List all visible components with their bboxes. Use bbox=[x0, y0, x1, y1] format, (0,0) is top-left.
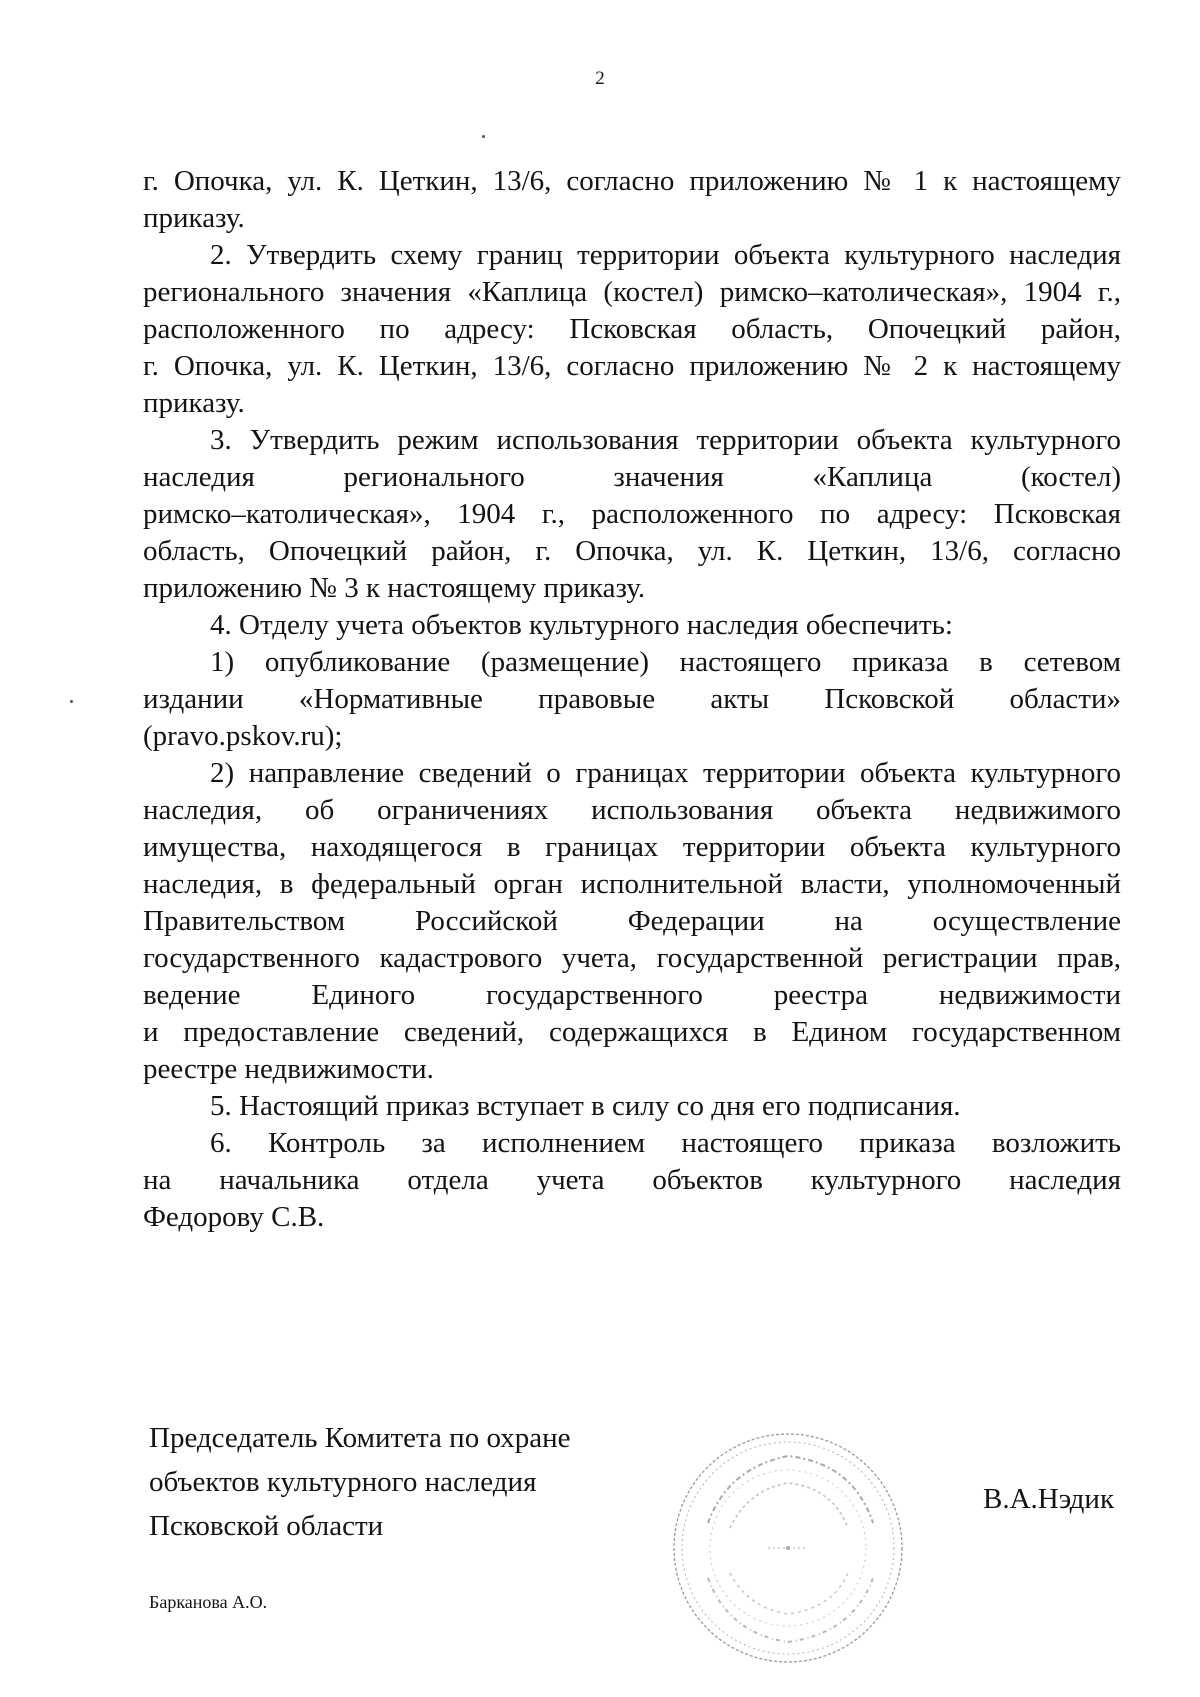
text-line: г. Опочка, ул. К. Цеткин, 13/6, согласно приложению № 1 к настоящему bbox=[143, 165, 1121, 197]
text-line: регионального значения «Каплица (костел) римско–католическая», 1904 г., bbox=[143, 276, 1121, 308]
text-line: и предоставление сведений, содержащихся в Едином государственном bbox=[143, 1016, 1121, 1048]
item-5-text: 5. Настоящий приказ вступает в силу со дня его подписания. bbox=[210, 1090, 961, 1122]
item-3-text: 3. Утвердить режим использования территории объекта культурного bbox=[210, 424, 1121, 456]
scan-speck bbox=[482, 135, 485, 138]
text-line: (pravo.pskov.ru); bbox=[143, 720, 343, 752]
text-line: имущества, находящегося в границах территории объекта культурного bbox=[143, 831, 1121, 863]
text-line: приказу. bbox=[143, 387, 245, 419]
signatory-position bbox=[149, 1416, 609, 1548]
text-line: издании «Нормативные правовые акты Псковской области» bbox=[143, 683, 1121, 715]
signatory-name: В.А.Нэдик bbox=[983, 1483, 1115, 1515]
text-line: приложению № 3 к настоящему приказу. bbox=[143, 572, 646, 604]
item-2-text: 2. Утвердить схему границ территории объекта культурного наследия bbox=[210, 239, 1121, 271]
signatory-position-line: объектов культурного наследия bbox=[149, 1466, 537, 1498]
text-line: Правительством Российской Федерации на осуществление bbox=[143, 905, 1121, 937]
scan-speck bbox=[70, 700, 73, 703]
text-line: наследия, об ограничениях использования объекта недвижимого bbox=[143, 794, 1121, 826]
order-body bbox=[143, 163, 1121, 1236]
text-line: римско–католическая», 1904 г., расположенного по адресу: Псковская bbox=[143, 498, 1121, 530]
item-6-text: 6. Контроль за исполнением настоящего приказа возложить bbox=[210, 1127, 1121, 1159]
text-line: реестре недвижимости. bbox=[143, 1053, 434, 1085]
signatory-position-line: Председатель Комитета по охране bbox=[149, 1422, 571, 1454]
item-4-2-text: 2) направление сведений о границах территории объекта культурного bbox=[210, 757, 1121, 789]
official-seal bbox=[668, 1428, 908, 1668]
page-number: 2 bbox=[595, 68, 605, 89]
text-line: Федорову С.В. bbox=[143, 1201, 325, 1233]
text-line: на начальника отдела учета объектов культурного наследия bbox=[143, 1164, 1121, 1196]
executor-name: Барканова А.О. bbox=[149, 1592, 268, 1612]
text-line: приказу. bbox=[143, 202, 245, 234]
text-line: наследия регионального значения «Каплица (костел) bbox=[143, 461, 1121, 493]
item-4-1-text: 1) опубликование (размещение) настоящего приказа в сетевом bbox=[210, 646, 1121, 678]
text-line: область, Опочецкий район, г. Опочка, ул. К. Цеткин, 13/6, согласно bbox=[143, 535, 1121, 567]
text-line: ведение Единого государственного реестра недвижимости bbox=[143, 979, 1121, 1011]
text-line: г. Опочка, ул. К. Цеткин, 13/6, согласно приложению № 2 к настоящему bbox=[143, 350, 1121, 382]
text-line: расположенного по адресу: Псковская область, Опочецкий район, bbox=[143, 313, 1121, 345]
text-line: наследия, в федеральный орган исполнительной власти, уполномоченный bbox=[143, 868, 1121, 900]
text-line: государственного кадастрового учета, государственной регистрации прав, bbox=[143, 942, 1121, 974]
item-4-text: 4. Отделу учета объектов культурного наследия обеспечить: bbox=[210, 609, 953, 641]
signatory-position-line: Псковской области bbox=[149, 1510, 384, 1542]
